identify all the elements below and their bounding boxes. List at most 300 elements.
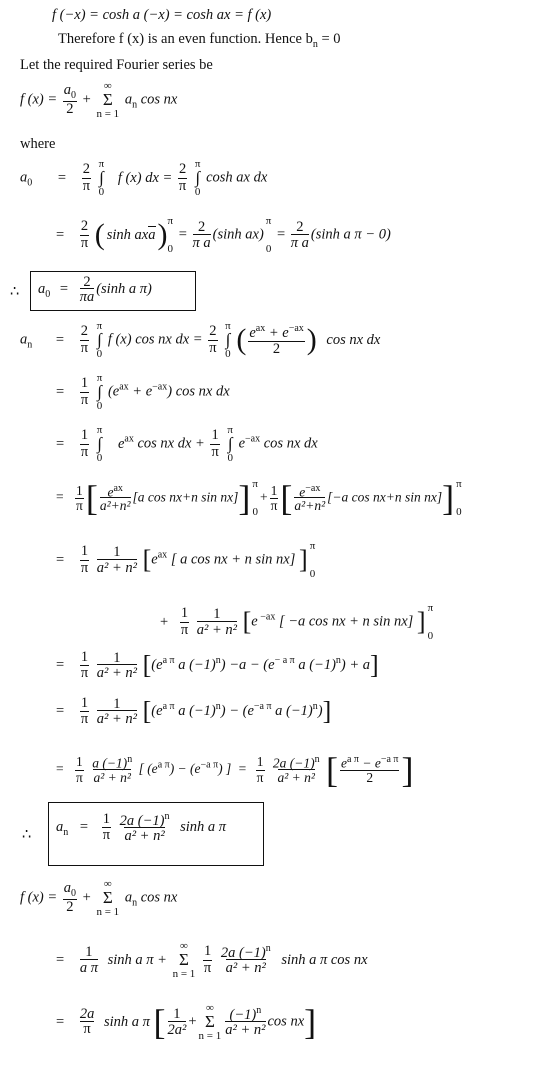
an-equation-line6 — [160, 602, 435, 642]
num-one-9: 1 — [80, 695, 89, 711]
l8-mid2: ) − (e — [220, 703, 254, 720]
a2n2-den-5: a² + n² — [96, 665, 137, 682]
final-lhs: f (x) = — [20, 889, 58, 906]
an-lhs: a — [20, 331, 28, 348]
eval-bottom-l5: 0 — [309, 568, 316, 581]
e-1: e — [249, 324, 256, 341]
l9-body: [ (e — [138, 761, 158, 777]
eax-e: e — [107, 484, 114, 500]
den-pi-one-1: π — [80, 391, 89, 408]
final-summation-2 — [173, 940, 196, 980]
fourier-series-intro: Let the required Fourier series be — [20, 57, 213, 73]
one-over-a2n2-4 — [97, 697, 137, 727]
an-eq-4: = — [56, 489, 64, 505]
final-sum-bottom: n = 1 — [96, 906, 120, 919]
exp-sum-num — [248, 324, 304, 341]
plus-sign: + — [82, 91, 91, 108]
sum-bottom: n = 1 — [96, 108, 120, 121]
an-equation-line5 — [56, 540, 317, 580]
an-result — [56, 812, 226, 844]
emax-over-a2n2 — [294, 484, 325, 513]
even-function-line: f (−x) = cosh a (−x) = cosh ax = f (x) — [52, 7, 272, 23]
two-sign-sup-box: n — [164, 811, 170, 822]
num-one-6b: 1 — [113, 544, 121, 561]
an-result-eq: = — [79, 819, 89, 836]
den-pi: π — [82, 177, 91, 194]
one-over-pi-8 — [80, 650, 89, 681]
one-over-pi-1 — [80, 376, 89, 407]
one-over-2a2 — [168, 1007, 187, 1037]
num-one-4: 1 — [76, 482, 83, 498]
int-top-an-3: π — [96, 372, 103, 384]
l3-b: e — [238, 435, 246, 452]
den-pi-one-5: π — [270, 497, 278, 513]
num-one-5: 1 — [270, 482, 278, 498]
l3-b-sup: −ax — [245, 433, 261, 445]
final-two: 2 — [63, 899, 77, 915]
two-sign-over-a2n2 — [272, 755, 321, 784]
conclusion-tail: = 0 — [317, 31, 341, 47]
num-two-an: 2 — [80, 323, 88, 340]
two-over-pi-an-2 — [208, 324, 217, 355]
therefore-2: ∴ — [22, 827, 32, 843]
right-bracket-4: ] — [416, 607, 426, 637]
final-term-tail: cos nx — [137, 889, 178, 906]
one-over-pi-7 — [180, 606, 189, 637]
an-equation-line3 — [56, 424, 318, 464]
left-bracket-6: [ — [142, 696, 152, 726]
den-pi-final: π — [203, 959, 212, 976]
integral-an-5 — [227, 424, 233, 464]
l9-sup2: −a π — [200, 759, 219, 771]
two-den: 2 — [63, 101, 77, 117]
l5-sup: ax — [157, 549, 168, 561]
two-sign-text: 2a (−1) — [272, 755, 315, 771]
den-pi-an: π — [80, 339, 89, 356]
l8-tail: ) — [317, 703, 323, 720]
final-sum-op-3: Σ — [204, 1012, 215, 1032]
one-over-pi-4 — [75, 484, 84, 513]
an-eq-3: = — [56, 435, 65, 452]
an-eq-8: = — [56, 703, 65, 720]
a0-result-sub: 0 — [45, 289, 51, 301]
num-one-8b: 1 — [113, 649, 121, 666]
sinh-def-e1: e — [340, 755, 347, 771]
l2-tail: ) cos nx dx — [167, 383, 230, 400]
sinh-num: sinh ax — [106, 226, 149, 243]
conclusion-text: Therefore f (x) is an even function. Hence b — [58, 31, 313, 47]
right-bracket-7: ] — [401, 750, 414, 790]
a0-integrand2: cosh ax dx — [206, 169, 268, 186]
l2-sup2: −ax — [152, 381, 168, 393]
l4-bracket1: [a cos nx+n sin nx] — [132, 489, 239, 505]
sign-over-a2n2 — [91, 755, 133, 784]
left-bracket-5: [ — [142, 650, 152, 680]
eval-limits-l4b — [456, 478, 462, 518]
a0-integrand1: f (x) dx = — [117, 169, 173, 186]
l8-body: (e — [151, 703, 163, 720]
an-equation-line7 — [56, 650, 379, 681]
an-lhs-sub: n — [27, 339, 33, 351]
one-over-pi-9 — [80, 696, 89, 727]
num-one-11: 1 — [256, 754, 264, 770]
e-1-sup: ax — [255, 322, 266, 334]
left-bracket-final: [ — [153, 1002, 166, 1043]
eax-over-a2n2 — [100, 484, 131, 513]
den-pi-one-9: π — [80, 711, 89, 728]
final-sum-top-3: ∞ — [205, 1002, 214, 1014]
num-two-3: 2 — [80, 218, 89, 235]
two-over-pia — [193, 220, 211, 250]
emax-e: e — [299, 484, 306, 500]
left-bracket-3: [ — [142, 545, 152, 575]
final-term-sub: n — [132, 897, 138, 909]
den-pi-one-2: π — [80, 443, 89, 460]
int-bottom-an-3: 0 — [96, 400, 103, 413]
one-over-api — [80, 945, 98, 975]
a2n2-den-6: a² + n² — [96, 711, 137, 728]
final-sum-top-2: ∞ — [180, 940, 188, 952]
right-bracket-1: ] — [238, 478, 251, 519]
num-two: 2 — [82, 161, 90, 178]
num-two-6: 2 — [83, 274, 91, 290]
num-one-7b: 1 — [213, 606, 221, 623]
left-bracket-1: [ — [85, 478, 98, 519]
a2n2-den-1: a²+n² — [99, 498, 131, 514]
an-result-lhs: a — [56, 819, 64, 836]
final-plus: + — [82, 889, 91, 906]
int-op-an-2: ∫ — [225, 330, 231, 350]
sum-op: Σ — [102, 90, 113, 110]
sinh-ax-mid: (sinh ax) — [212, 226, 264, 243]
final-a0: a — [63, 879, 72, 896]
a0-result-eq: = — [59, 281, 69, 298]
int-op-an-3: ∫ — [97, 382, 102, 402]
int-top: π — [98, 158, 105, 170]
num-one-8: 1 — [80, 649, 89, 665]
den-pia: π a — [192, 234, 211, 251]
int-op-2: ∫ — [195, 168, 200, 188]
integral-an-4 — [97, 424, 103, 464]
eval-limits-l6 — [428, 602, 434, 642]
int-top-an-4: π — [96, 424, 103, 436]
term-tail: cos nx — [137, 91, 178, 108]
int-bottom-an-2: 0 — [225, 348, 231, 361]
final-plus-2: + — [188, 1013, 197, 1030]
where-label: where — [20, 136, 56, 152]
l2-body: (e — [107, 383, 120, 400]
eval-bottom: 0 — [167, 243, 174, 256]
sinh-def-num — [340, 755, 400, 771]
l8-sup1: a π — [162, 701, 175, 713]
l5-e: e — [151, 551, 158, 568]
an-eq-7: = — [56, 657, 65, 674]
sum-top: ∞ — [103, 80, 112, 92]
integral-an-2 — [225, 320, 231, 360]
an-equation-line1 — [20, 320, 380, 360]
l5-tail: [ a cos nx + n sin nx] — [167, 551, 300, 568]
conclusion-sub: n — [312, 38, 318, 50]
num-two-4: 2 — [197, 219, 206, 236]
a2n2-den-7: a² + n² — [93, 770, 131, 786]
final-sum-top: ∞ — [103, 878, 112, 890]
two-sign-over-a2n2-final — [220, 944, 272, 976]
term-sub: n — [132, 99, 138, 111]
final-a0-sub: 0 — [71, 887, 77, 899]
eval-limits — [168, 215, 174, 255]
l3-a-sup: ax — [124, 433, 134, 445]
den-pi-2a: π — [80, 1021, 95, 1037]
an-equation-line9 — [56, 752, 413, 788]
one-over-a2n2-1 — [97, 545, 137, 575]
num-one-2a2: 1 — [173, 1006, 181, 1023]
den-pia-3: πa — [79, 289, 95, 306]
right-paren-an: ) — [306, 323, 317, 357]
final-series-line1 — [20, 878, 177, 918]
a2n2-den-8: a² + n² — [277, 770, 315, 786]
eval-top-l6: π — [427, 602, 434, 614]
a0-over-2 — [63, 83, 77, 118]
num-one-api: 1 — [85, 944, 93, 961]
num-one-1: 1 — [80, 375, 89, 392]
den-pi-an-2: π — [209, 339, 217, 356]
an-result-tail: sinh a π — [180, 819, 227, 836]
l4-plus: + — [259, 489, 268, 505]
final-summation — [96, 878, 119, 918]
den-pi-one-8: π — [80, 665, 89, 682]
final-eq-2: = — [56, 951, 65, 968]
den-pia-2: π a — [290, 234, 309, 251]
l9-mid: ) − (e — [169, 761, 201, 777]
num-two-an-2: 2 — [209, 323, 217, 340]
integral-an-3 — [97, 372, 103, 412]
fourier-series-equation — [20, 80, 177, 120]
l7-mid2: ) −a − (e — [220, 657, 275, 674]
sign-num-text: a (−1) — [92, 755, 128, 771]
an-eq-2: = — [56, 383, 65, 400]
a0-result — [38, 275, 152, 305]
right-bracket-6: ] — [322, 696, 332, 726]
a2n2-den-4: a² + n² — [196, 621, 237, 638]
sinh-def-den: 2 — [340, 770, 400, 785]
eval-limits-l5 — [310, 540, 316, 580]
num-two-2: 2 — [178, 161, 187, 178]
two-sign-text-box: 2a (−1) — [119, 812, 165, 829]
a0-lhs: a — [20, 169, 28, 186]
l8-sup3: −a π — [253, 701, 272, 713]
two-sign-over-a2n2-box — [119, 812, 171, 844]
den-pi-box: π — [102, 827, 111, 844]
final-summation-3 — [199, 1002, 222, 1042]
l6-plus: + — [160, 613, 169, 630]
l7-mid: a (−1) — [174, 657, 216, 674]
a0-sub: 0 — [71, 89, 77, 101]
num-one-final: 1 — [203, 943, 212, 960]
one-over-pi-5 — [270, 484, 279, 513]
l7-sup3: − a π — [274, 655, 295, 667]
l8-sup2: n — [215, 701, 221, 713]
int-bottom-2: 0 — [194, 186, 201, 199]
int-bottom-an: 0 — [96, 348, 103, 361]
an-integrand-tail: cos nx dx — [326, 331, 381, 348]
series-lhs: f (x) = — [20, 91, 58, 108]
num-one-2: 1 — [80, 427, 89, 444]
l7-mid3: a (−1) — [294, 657, 336, 674]
one-over-pi-box — [102, 812, 111, 843]
exp-den-two: 2 — [248, 341, 304, 357]
left-bracket-4: [ — [242, 607, 252, 637]
l7-sup4: n — [335, 655, 341, 667]
even-function-conclusion — [58, 32, 341, 50]
left-bracket-7: [ — [325, 750, 338, 790]
final-sum-bottom-3: n = 1 — [198, 1030, 222, 1043]
an-equation-line8 — [56, 696, 331, 727]
an-equation-line2 — [56, 372, 230, 412]
sinh-def-sup1: a π — [346, 753, 359, 765]
integral-an — [97, 320, 103, 360]
num-one-3: 1 — [211, 427, 219, 444]
integral — [99, 158, 105, 198]
den-pi-one-7: π — [180, 621, 189, 638]
eval-limits-l4a — [252, 478, 258, 518]
a0-lhs-sub: 0 — [27, 177, 33, 189]
num-one-6: 1 — [80, 543, 89, 560]
l8-mid3: a (−1) — [271, 703, 313, 720]
l8-mid: a (−1) — [174, 703, 216, 720]
num-two-5: 2 — [296, 219, 304, 236]
num-two-a: 2a — [79, 1005, 95, 1022]
l3-a: e — [117, 435, 125, 452]
den-2a2: 2a² — [167, 1021, 187, 1038]
sign-sup-final: n — [256, 1005, 262, 1017]
two-over-pi-2 — [178, 162, 187, 193]
sinh-over-a — [107, 228, 156, 243]
summation — [96, 80, 119, 120]
one-over-pi-10 — [75, 755, 84, 784]
int-bottom-an-5: 0 — [227, 452, 233, 465]
final-series-line2 — [56, 940, 368, 980]
l9-eq: = — [238, 761, 247, 777]
sign-text-final: (−1) — [229, 1007, 257, 1024]
int-bottom-an-4: 0 — [96, 452, 103, 465]
l2-sup1: ax — [119, 381, 129, 393]
den-pi-2: π — [178, 177, 187, 194]
right-paren: ) — [157, 218, 168, 252]
e-2-sup: −ax — [288, 322, 304, 334]
an-eq: = — [55, 331, 65, 348]
one-over-a2n2-2 — [197, 607, 237, 637]
right-bracket-2: ] — [442, 478, 455, 519]
exp-sum-over-2 — [248, 324, 304, 357]
sinh-den: a — [148, 226, 156, 243]
a0-equation-line2 — [56, 215, 391, 255]
final-a0-over-2 — [63, 881, 77, 916]
eval-bottom-l6: 0 — [427, 630, 434, 643]
an-eq-5: = — [56, 551, 65, 568]
sign-num-sup: n — [127, 754, 133, 766]
den-pi-one-4: π — [76, 497, 83, 513]
int-top-2: π — [194, 158, 201, 170]
num-one-7: 1 — [180, 605, 189, 622]
eval-top-2: π — [265, 215, 272, 227]
a2n2-den-box: a² + n² — [124, 828, 165, 845]
int-top-an: π — [96, 320, 103, 332]
right-bracket-5: ] — [370, 650, 379, 680]
eval-top-l5: π — [309, 540, 316, 552]
a0-eq-3: = — [178, 226, 187, 243]
l7-sup1: a π — [162, 655, 175, 667]
right-bracket-final: ] — [304, 1002, 317, 1043]
int-top-an-5: π — [227, 424, 233, 436]
emax-sup: −ax — [305, 482, 321, 494]
two-sign-sup: n — [314, 754, 320, 766]
l3-a-tail: cos nx dx + — [133, 435, 205, 452]
den-pi-one-6: π — [80, 559, 89, 576]
therefore-1: ∴ — [10, 284, 20, 300]
a0-eq: = — [57, 169, 67, 186]
final-sum-bottom-2: n = 1 — [172, 968, 196, 981]
l3-b-tail: cos nx dx — [260, 435, 318, 452]
l4-bracket2: [−a cos nx+n sin nx] — [327, 489, 443, 505]
term-a: a — [124, 91, 133, 108]
l9-tail: ) ] — [218, 761, 232, 777]
l7-tail: ) + a — [340, 657, 371, 674]
final-series-line3 — [56, 1002, 316, 1042]
l8-sup4: n — [312, 701, 318, 713]
one-over-pi-11 — [256, 755, 265, 784]
one-over-a2n2-3 — [97, 651, 137, 681]
l6-sup: −ax — [257, 611, 276, 623]
final-eq-3: = — [56, 1013, 65, 1030]
eval-bottom-l4b: 0 — [456, 506, 462, 519]
final-sum-op: Σ — [102, 888, 113, 908]
left-paren-an: ( — [236, 323, 247, 357]
a0-eq-4: = — [276, 226, 286, 243]
a0-eq-2: = — [56, 226, 65, 243]
two-sign-sup-final: n — [265, 943, 271, 955]
int-top-an-2: π — [225, 320, 231, 332]
final-l3-tail: cos nx — [267, 1013, 305, 1030]
two-over-pia-2 — [291, 220, 309, 250]
two-over-pi-an — [80, 324, 89, 355]
num-one-10: 1 — [76, 754, 83, 770]
e-plus: + e — [265, 324, 289, 341]
a2n2-den-final-2: a² + n² — [225, 1022, 266, 1039]
num-one-box: 1 — [102, 811, 110, 828]
int-op-an-4: ∫ — [97, 434, 102, 454]
left-paren: ( — [94, 218, 105, 252]
sinh-def-mid: − e — [358, 755, 381, 771]
den-pi-one-10: π — [76, 769, 83, 785]
a2n2-den-final: a² + n² — [225, 960, 266, 977]
two-over-pi — [82, 162, 91, 193]
final-sum-op-2: Σ — [178, 950, 189, 970]
int-op-an-5: ∫ — [227, 434, 233, 454]
a2n2-den-3: a² + n² — [96, 559, 137, 576]
sign-over-a2n2-final — [225, 1006, 265, 1038]
l9-sup1: a π — [157, 759, 170, 771]
one-over-pi-final — [203, 944, 212, 975]
sinh-def-frac — [340, 755, 400, 786]
den-api: a π — [79, 959, 98, 976]
l7-body: (e — [151, 657, 163, 674]
eax-sup: ax — [113, 482, 123, 494]
den-pi-one-11: π — [256, 769, 264, 785]
two-over-pia-3 — [80, 275, 95, 305]
eval-top-l4a: π — [252, 478, 258, 490]
num-one-9b: 1 — [113, 695, 121, 712]
eval-bottom-l4a: 0 — [252, 506, 258, 519]
